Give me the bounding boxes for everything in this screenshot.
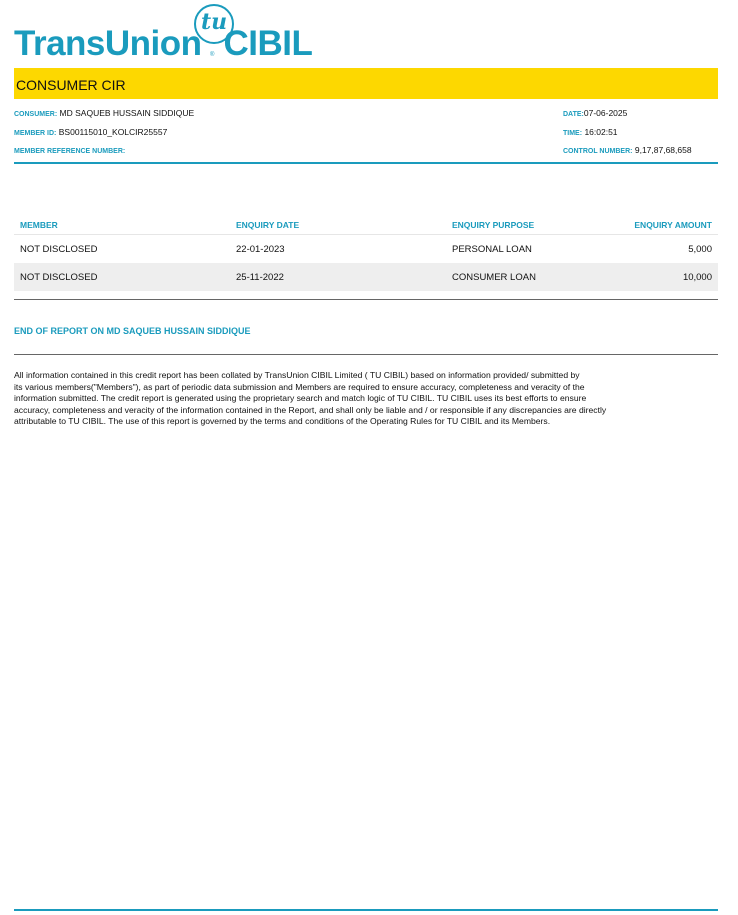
table-divider <box>14 299 718 300</box>
cell-enquiry-amount: 10,000 <box>612 263 718 291</box>
header-divider <box>14 162 718 164</box>
cell-enquiry-purpose: PERSONAL LOAN <box>452 243 532 255</box>
time-row <box>563 124 692 143</box>
consumer-label: CONSUMER: <box>14 111 58 118</box>
cell-enquiry-purpose: CONSUMER LOAN <box>446 263 612 291</box>
cell-enquiry-date: 22-01-2023 <box>236 243 285 255</box>
cell-member: NOT DISCLOSED <box>20 243 98 255</box>
logo-text <box>14 24 312 64</box>
registered-mark: ® <box>210 52 215 58</box>
logo-product: CIBIL <box>223 24 313 63</box>
report-details <box>563 105 692 161</box>
consumer-name: MD SAQUEB HUSSAIN SIDDIQUE <box>59 108 195 118</box>
footer-divider <box>14 909 718 911</box>
enquiry-table <box>14 215 718 291</box>
logo-brand: TransUnion <box>14 24 202 63</box>
member-id-label: MEMBER ID: <box>14 129 57 137</box>
end-of-report-heading: END OF REPORT ON MD SAQUEB HUSSAIN SIDDIQUE <box>14 326 251 336</box>
cell-enquiry-date: 25-11-2022 <box>230 263 446 291</box>
member-ref-row <box>14 142 194 161</box>
member-id-value: BS00115010_KOLCIR25557 <box>58 126 168 137</box>
table-row <box>14 263 718 291</box>
control-number-value: 9,17,87,68,658 <box>634 145 692 155</box>
transunion-cibil-logo <box>14 4 344 64</box>
consumer-details <box>14 105 194 161</box>
member-ref-label: MEMBER REFERENCE NUMBER: <box>14 148 126 155</box>
report-title: CONSUMER CIR <box>16 77 126 93</box>
table-header-row <box>14 215 718 235</box>
control-number-row <box>563 142 692 161</box>
consumer-row <box>14 105 194 124</box>
column-header-member: MEMBER <box>14 215 230 235</box>
date-value: 07-06-2025 <box>583 108 628 118</box>
disclaimer-line: All information contained in this credit report has been collated by TransUnion CIBIL Limited ( TU CIBIL) based on information provided/ submitted by <box>14 370 580 380</box>
report-title-banner <box>14 68 718 99</box>
date-label: DATE: <box>563 111 584 118</box>
disclaimer-line: attributable to TU CIBIL. The use of this report is governed by the terms and conditions of the Operating Rules for TU CIBIL and its Members. <box>14 416 551 427</box>
disclaimer-line: accuracy, completeness and veracity of the information contained in the Report, and shall only be liable and / or responsible if any discrepancies are directly <box>14 404 607 415</box>
disclaimer-line: its various members("Members"), as part of periodic data submission and Members are required to ensure accuracy, completeness and veracity of the <box>14 381 585 392</box>
column-header-enquiry-amount: ENQUIRY AMOUNT <box>612 215 718 235</box>
member-id-row <box>14 124 194 143</box>
tu-mark: tu <box>201 9 228 35</box>
disclaimer-text <box>14 370 720 428</box>
table-row <box>14 235 718 264</box>
column-header-enquiry-purpose: ENQUIRY PURPOSE <box>446 215 612 235</box>
disclaimer-divider <box>14 354 718 355</box>
cell-enquiry-amount: 5,000 <box>688 243 712 255</box>
control-number-label: CONTROL NUMBER: <box>563 148 633 155</box>
disclaimer-line: information submitted. The credit report is generated using the proprietary search and match logic of TU CIBIL. TU CIBIL uses its best efforts to ensure <box>14 393 587 404</box>
time-label: TIME: <box>563 129 583 137</box>
cell-member: NOT DISCLOSED <box>14 263 230 291</box>
time-value: 16:02:51 <box>584 126 618 137</box>
column-header-enquiry-date: ENQUIRY DATE <box>230 215 446 235</box>
date-row <box>563 105 692 124</box>
